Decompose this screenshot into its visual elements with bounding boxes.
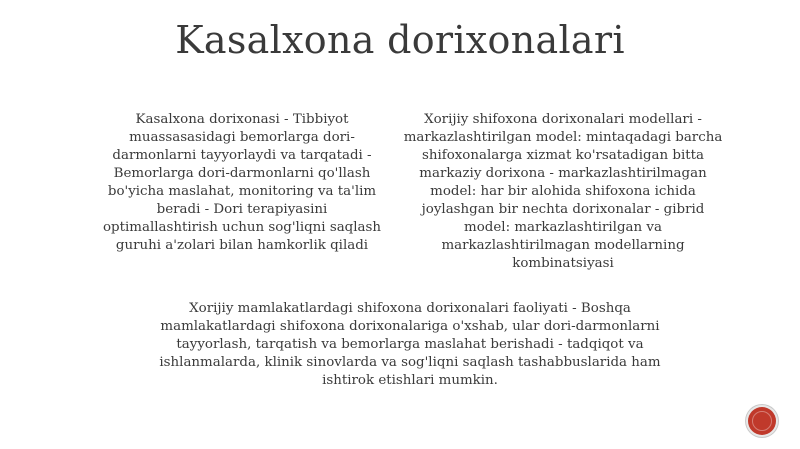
bottom-text-block: Xorijiy mamlakatlardagi shifoxona dorixonalari faoliyati - Boshqa mamlakatlardagi shifoxona dorixonalariga o'xshab, ular dori-darmonlarni tayyorlash, tarqatish va bemorlarga maslahat berishadi - tadqiqot va ishlanmalarda, klinik sinovlarda va sog'liqni saqlash tashabbuslarida ham ishtirok etishlari mumkin.: [159, 301, 661, 388]
slide-title: Kasalxona dorixonalari: [175, 18, 625, 62]
circle-nav-icon[interactable]: [748, 407, 776, 435]
left-text-block: Kasalxona dorixonasi - Tibbiyot muassasasidagi bemorlarga dori-darmonlarni tayyorlaydi va tarqatadi - Bemorlarga dori-darmonlarni qo'llash bo'yicha maslahat, monitoring va ta'lim beradi - Dori terapiyasini optimallashtirish uchun sog'liqni saqlash guruhi a'zolari bilan hamkorlik qiladi: [102, 112, 382, 253]
right-text-block: Xorijiy shifoxona dorixonalari modellari - markazlashtirilgan model: mintaqadagi barcha shifoxonalarga xizmat ko'rsatadigan bitta markaziy dorixona - markazlashtirilmagan model: har bir alohida shifoxona ichida joylashgan bir nechta dorixonalar - gibrid model: markazlashtirilgan va markazlashtirilmagan modellarning kombinatsiyasi: [403, 112, 723, 271]
